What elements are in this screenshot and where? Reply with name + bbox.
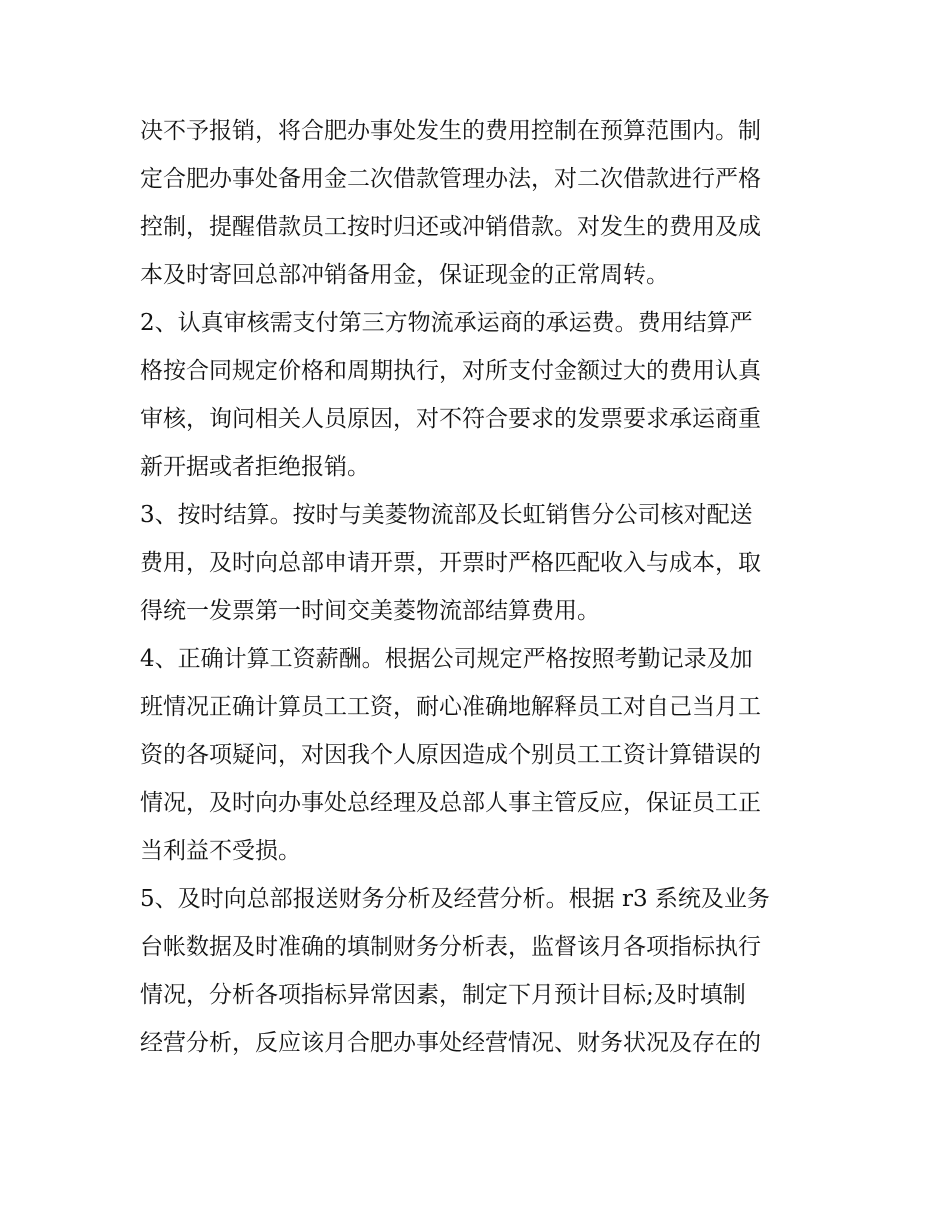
text-line: 定合肥办事处备用金二次借款管理办法，对二次借款进行严格 <box>140 166 761 192</box>
document-body <box>140 107 812 1067</box>
text-line: 本及时寄回总部冲销备用金，保证现金的正常周转。 <box>140 262 669 288</box>
text-line: 新开据或者拒绝报销。 <box>140 454 370 480</box>
text-line: 经营分析，反应该月合肥办事处经营情况、财务状况及存在的 <box>140 1030 761 1056</box>
text-line: 审核，询问相关人员原因，对不符合要求的发票要求承运商重 <box>140 406 761 432</box>
text-line: 费用，及时向总部申请开票，开票时严格匹配收入与成本，取 <box>140 550 761 576</box>
text-line: 决不予报销，将合肥办事处发生的费用控制在预算范围内。制 <box>140 118 761 144</box>
text-line: 情况，及时向办事处总经理及总部人事主管反应，保证员工正 <box>140 790 761 816</box>
text-line: 当利益不受损。 <box>140 838 301 864</box>
text-line: 2、认真审核需支付第三方物流承运商的承运费。费用结算严 <box>140 310 753 336</box>
text-line: 格按合同规定价格和周期执行，对所支付金额过大的费用认真 <box>140 358 761 384</box>
text-line: 资的各项疑问，对因我个人原因造成个别员工工资计算错误的 <box>140 742 761 768</box>
text-line: 5、及时向总部报送财务分析及经营分析。根据 r3 系统及业务 <box>140 886 770 912</box>
text-line: 班情况正确计算员工工资，耐心准确地解释员工对自己当月工 <box>140 694 761 720</box>
text-line: 台帐数据及时准确的填制财务分析表，监督该月各项指标执行 <box>140 934 761 960</box>
text-line: 控制，提醒借款员工按时归还或冲销借款。对发生的费用及成 <box>140 214 761 240</box>
text-line: 得统一发票第一时间交美菱物流部结算费用。 <box>140 598 600 624</box>
text-line: 3、按时结算。按时与美菱物流部及长虹销售分公司核对配送 <box>140 502 753 528</box>
text-line: 4、正确计算工资薪酬。根据公司规定严格按照考勤记录及加 <box>140 646 753 672</box>
text-line: 情况，分析各项指标异常因素，制定下月预计目标;及时填制 <box>140 982 746 1008</box>
